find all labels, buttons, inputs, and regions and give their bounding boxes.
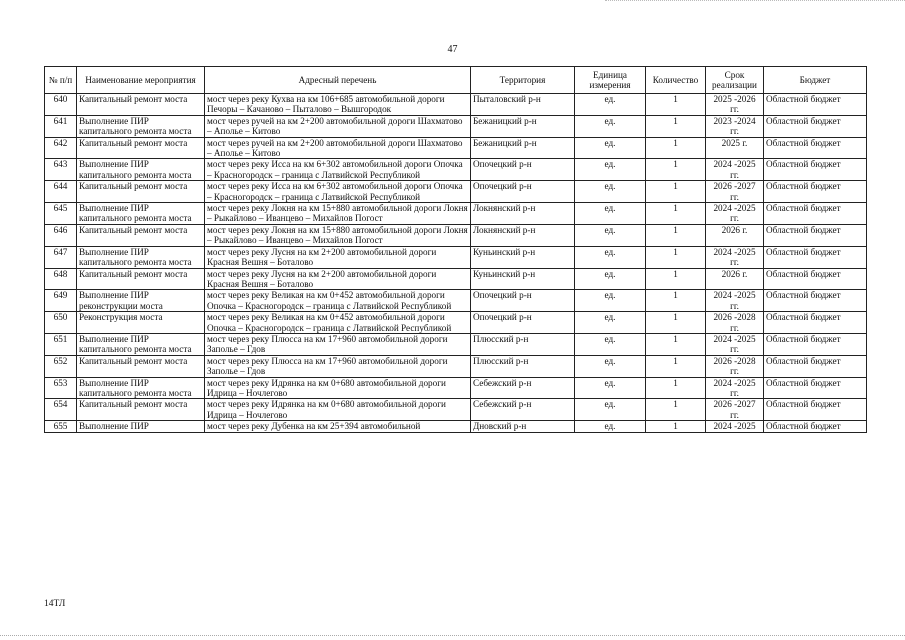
row-term: 2026 -2028 гг. (706, 312, 764, 334)
row-qty: 1 (646, 94, 706, 116)
table-row (45, 333, 867, 355)
row-event: Выполнение ПИР капитального ремонта моста (77, 246, 205, 268)
table-row (45, 137, 867, 159)
header-unit: Единица измерения (575, 67, 646, 94)
table-row (45, 224, 867, 246)
header-territory: Территория (471, 67, 575, 94)
measures-table (44, 66, 867, 433)
row-territory: Пыталовский р-н (471, 94, 575, 116)
row-budget: Областной бюджет (764, 421, 867, 432)
row-qty: 1 (646, 333, 706, 355)
table-row (45, 203, 867, 225)
row-budget: Областной бюджет (764, 268, 867, 290)
row-qty: 1 (646, 159, 706, 181)
row-budget: Областной бюджет (764, 355, 867, 377)
header-event: Наименование мероприятия (77, 67, 205, 94)
row-event: Капитальный ремонт моста (77, 224, 205, 246)
row-event: Выполнение ПИР капитального ремонта моста (77, 203, 205, 225)
row-unit: ед. (575, 333, 646, 355)
row-term: 2024 -2025 гг. (706, 290, 764, 312)
row-num: 653 (45, 377, 77, 399)
row-territory: Опочецкий р-н (471, 181, 575, 203)
row-num: 655 (45, 421, 77, 432)
row-qty: 1 (646, 224, 706, 246)
row-territory: Дновский р-н (471, 421, 575, 432)
row-address: мост через реку Плюсса на км 17+960 автомобильной дороги Заполье – Гдов (205, 333, 471, 355)
row-address: мост через ручей на км 2+200 автомобильной дороги Шахматово – Аполье – Китово (205, 137, 471, 159)
table-row (45, 421, 867, 432)
row-event: Выполнение ПИР реконструкции моста (77, 290, 205, 312)
row-address: мост через реку Кухва на км 106+685 автомобильной дороги Печоры – Качаново – Пыталово – Вышгородок (205, 94, 471, 116)
row-term: 2024 -2025 гг. (706, 246, 764, 268)
row-unit: ед. (575, 399, 646, 421)
row-qty: 1 (646, 312, 706, 334)
header-address: Адресный перечень (205, 67, 471, 94)
row-budget: Областной бюджет (764, 203, 867, 225)
row-budget: Областной бюджет (764, 333, 867, 355)
row-qty: 1 (646, 115, 706, 137)
table-row (45, 355, 867, 377)
row-address: мост через реку Лусня на км 2+200 автомобильной дороги Красная Вешня – Боталово (205, 268, 471, 290)
row-num: 648 (45, 268, 77, 290)
row-event: Капитальный ремонт моста (77, 137, 205, 159)
row-num: 642 (45, 137, 77, 159)
row-qty: 1 (646, 181, 706, 203)
row-term: 2024 -2025 гг. (706, 333, 764, 355)
table-row (45, 268, 867, 290)
row-event: Капитальный ремонт моста (77, 355, 205, 377)
row-budget: Областной бюджет (764, 159, 867, 181)
row-term: 2026 -2027 гг. (706, 181, 764, 203)
row-territory: Бежаницкий р-н (471, 137, 575, 159)
table-row (45, 181, 867, 203)
header-qty: Количество (646, 67, 706, 94)
row-budget: Областной бюджет (764, 181, 867, 203)
row-event: Капитальный ремонт моста (77, 181, 205, 203)
table-row (45, 312, 867, 334)
row-territory: Опочецкий р-н (471, 290, 575, 312)
row-term: 2024 -2025 гг. (706, 203, 764, 225)
row-unit: ед. (575, 203, 646, 225)
row-qty: 1 (646, 246, 706, 268)
row-term: 2026 г. (706, 268, 764, 290)
row-num: 649 (45, 290, 77, 312)
row-num: 650 (45, 312, 77, 334)
row-address: мост через реку Идрянка на км 0+680 автомобильной дороги Идрица – Ночлегово (205, 377, 471, 399)
row-qty: 1 (646, 377, 706, 399)
row-event: Капитальный ремонт моста (77, 399, 205, 421)
row-budget: Областной бюджет (764, 312, 867, 334)
row-budget: Областной бюджет (764, 115, 867, 137)
row-qty: 1 (646, 355, 706, 377)
row-event: Выполнение ПИР капитального ремонта моста (77, 159, 205, 181)
row-unit: ед. (575, 246, 646, 268)
row-qty: 1 (646, 137, 706, 159)
row-qty: 1 (646, 421, 706, 432)
row-territory: Бежаницкий р-н (471, 115, 575, 137)
row-address: мост через реку Великая на км 0+452 автомобильной дороги Опочка – Красногородск – граница с Латвийской Республикой (205, 312, 471, 334)
row-event: Реконструкция моста (77, 312, 205, 334)
row-unit: ед. (575, 137, 646, 159)
row-unit: ед. (575, 268, 646, 290)
table-row (45, 159, 867, 181)
table-row (45, 115, 867, 137)
row-unit: ед. (575, 421, 646, 432)
row-territory: Плюсский р-н (471, 355, 575, 377)
row-event: Выполнение ПИР капитального ремонта моста (77, 115, 205, 137)
table-row (45, 290, 867, 312)
row-num: 652 (45, 355, 77, 377)
row-address: мост через реку Локня на км 15+880 автомобильной дороги Локня – Рыкайлово – Иванцево – Михайлов Погост (205, 203, 471, 225)
row-num: 643 (45, 159, 77, 181)
row-unit: ед. (575, 290, 646, 312)
row-qty: 1 (646, 399, 706, 421)
row-unit: ед. (575, 94, 646, 116)
row-qty: 1 (646, 290, 706, 312)
row-address: мост через реку Плюсса на км 17+960 автомобильной дороги Заполье – Гдов (205, 355, 471, 377)
row-unit: ед. (575, 377, 646, 399)
row-territory: Куньинский р-н (471, 268, 575, 290)
row-term: 2026 -2028 гг. (706, 355, 764, 377)
row-num: 645 (45, 203, 77, 225)
table-row (45, 377, 867, 399)
row-territory: Локнянский р-н (471, 224, 575, 246)
table-header-row (45, 67, 867, 94)
row-territory: Опочецкий р-н (471, 312, 575, 334)
row-term: 2026 -2027 гг. (706, 399, 764, 421)
row-term: 2025 -2026 гг. (706, 94, 764, 116)
row-budget: Областной бюджет (764, 246, 867, 268)
row-unit: ед. (575, 181, 646, 203)
row-num: 654 (45, 399, 77, 421)
row-qty: 1 (646, 268, 706, 290)
row-address: мост через реку Великая на км 0+452 автомобильной дороги Опочка – Красногородск – граница с Латвийской Республикой (205, 290, 471, 312)
table-row (45, 399, 867, 421)
row-territory: Себежский р-н (471, 399, 575, 421)
row-address: мост через реку Локня на км 15+880 автомобильной дороги Локня – Рыкайлово – Иванцево – Михайлов Погост (205, 224, 471, 246)
row-address: мост через ручей на км 2+200 автомобильной дороги Шахматово – Аполье – Китово (205, 115, 471, 137)
row-num: 646 (45, 224, 77, 246)
header-term: Срок реализации (706, 67, 764, 94)
row-term: 2026 г. (706, 224, 764, 246)
row-budget: Областной бюджет (764, 94, 867, 116)
table-row (45, 246, 867, 268)
row-num: 644 (45, 181, 77, 203)
row-event: Выполнение ПИР (77, 421, 205, 432)
row-event: Выполнение ПИР капитального ремонта моста (77, 377, 205, 399)
row-event: Капитальный ремонт моста (77, 268, 205, 290)
row-event: Капитальный ремонт моста (77, 94, 205, 116)
page-number: 47 (447, 44, 458, 55)
scan-edge-top (605, 0, 905, 1)
row-territory: Опочецкий р-н (471, 159, 575, 181)
row-address: мост через реку Лусня на км 2+200 автомобильной дороги Красная Вешня – Боталово (205, 246, 471, 268)
row-budget: Областной бюджет (764, 399, 867, 421)
row-term: 2024 -2025 гг. (706, 377, 764, 399)
row-budget: Областной бюджет (764, 377, 867, 399)
row-term: 2024 -2025 (706, 421, 764, 432)
row-num: 651 (45, 333, 77, 355)
row-territory: Куньинский р-н (471, 246, 575, 268)
row-unit: ед. (575, 115, 646, 137)
header-num: № п/п (45, 67, 77, 94)
row-address: мост через реку Идрянка на км 0+680 автомобильной дороги Идрица – Ночлегово (205, 399, 471, 421)
row-budget: Областной бюджет (764, 290, 867, 312)
row-num: 641 (45, 115, 77, 137)
row-qty: 1 (646, 203, 706, 225)
row-unit: ед. (575, 355, 646, 377)
row-address: мост через реку Дубенка на км 25+394 автомобильной (205, 421, 471, 432)
row-event: Выполнение ПИР капитального ремонта моста (77, 333, 205, 355)
row-territory: Плюсский р-н (471, 333, 575, 355)
row-budget: Областной бюджет (764, 137, 867, 159)
row-num: 640 (45, 94, 77, 116)
row-term: 2023 -2024 гг. (706, 115, 764, 137)
row-budget: Областной бюджет (764, 224, 867, 246)
row-territory: Себежский р-н (471, 377, 575, 399)
row-term: 2025 г. (706, 137, 764, 159)
footer-code: 14ТЛ (44, 599, 66, 609)
row-territory: Локнянский р-н (471, 203, 575, 225)
row-num: 647 (45, 246, 77, 268)
row-address: мост через реку Исса на км 6+302 автомобильной дороги Опочка – Красногородск – граница с Латвийской Республикой (205, 159, 471, 181)
row-unit: ед. (575, 159, 646, 181)
scan-edge-bottom (0, 635, 905, 636)
row-term: 2024 -2025 гг. (706, 159, 764, 181)
row-address: мост через реку Исса на км 6+302 автомобильной дороги Опочка – Красногородск – граница с Латвийской Республикой (205, 181, 471, 203)
row-unit: ед. (575, 312, 646, 334)
table-row (45, 94, 867, 116)
row-unit: ед. (575, 224, 646, 246)
header-budget: Бюджет (764, 67, 867, 94)
